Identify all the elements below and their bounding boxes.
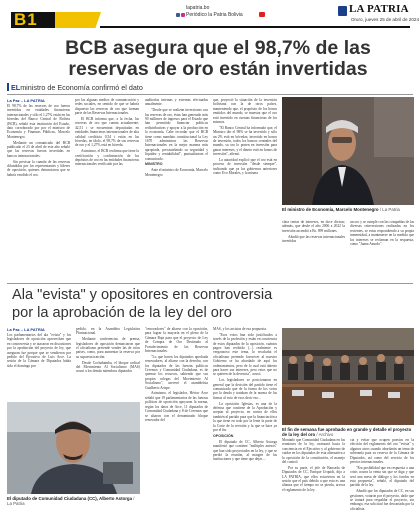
story1-col4	[213, 98, 277, 282]
paragraph: Asimismo, el legislador, Héctor Arce señaló que 19 parlamentarios de las fuerzas políticas de oposición apoyaron la norma, según los datos de Arce, 11 diputados de Comunidad Ciudadana y 8 de Creemos que se aliaron con el denominado bloque renovador del	[145, 391, 208, 422]
brand-name: Periódico la Patria Bolivia	[186, 12, 243, 18]
paragraph: "Esos votos han sido justificados a través de la profesión y están en conciencia de estos diputados de la oposición, cuántos pagos han recibido (...) realmente es vergonzoso este tema, lo recalcaba el oficialismo pretende favorecer al nuestro Gobierno se ha abordado de aquí los ordenamientos, pero de lo cual está abierto para hacer sus intereses, pero estos que no se quieren de la decencia", acusó.	[213, 332, 277, 377]
story1-kicker-rule	[7, 94, 413, 95]
subhead: OPOSICIÓN	[213, 433, 234, 438]
story1-col6-bottom	[350, 220, 414, 282]
story1-col2	[75, 98, 139, 282]
paragraph: MAS, y los arcistas de esa propuesta.	[213, 327, 267, 331]
paragraph: Ante el ministro de Economía, Marcelo Montenegro	[145, 168, 208, 177]
session-photo-caption: El fin de semana fue aprobado en grande y detalle el proyecto de la ley del oro / Archivo	[282, 427, 412, 438]
paragraph: Sin precisar la cuantía de las reservas difundidas por los representantes y líderes de oposición, quienes denunciaron que se habría vendido el oro.	[7, 159, 70, 177]
brand-site: lapatria.bo	[186, 5, 210, 11]
minister-photo-caption: El ministro de Economía, Marcelo Montenegro / La Patria	[282, 207, 400, 212]
paragraph: La oposición Iglesias, es una de la defensa que contiene de la Aprobación y aceptar al proyecto, en contra de ellos también al partido para que la financiación a la que tiene en todo por la lente la parte de la Corte de la revisión y la que se hace ya por el fin.	[213, 401, 277, 433]
paragraph: La autoridad explicó que el oro está en proceso de inversión "desde siempre", indicando que ya los gobiernos anteriores como Evo Morales, y la misma	[213, 158, 277, 176]
paragraph: El 98,7% de las reservas de oro fueron invertidas en entidades financieras internacionales y sólo el 1,27% están en las bóvedas del Banco Central de Bolivia (BCB), señaló esta institución del Estado, dato corroborado por por el ministro de Economía y Finanzas Públicas, Marcelo Montenegro.	[7, 104, 70, 139]
story1-col5-bottom	[282, 220, 345, 282]
deputy-photo	[7, 402, 140, 494]
paragraph: Por su parte, el jefe de Bancada de Diputados de CC, Enrique Urquidi, dijo a LA PATRIA, que ellos estuvieron en la sesión que el país debido a que esta es una alianza que el tiempo no se pierda, acerca el reglamento de la ley.	[282, 465, 345, 492]
story1-col1	[7, 104, 70, 282]
story1-col3	[145, 98, 208, 282]
paragraph: Los legisladores se posicionaron en general que la decisión del partido tiene el comunicado que de la forma de los votos por la deuda y trataban de la norma de las firmas al voto de esos decir eso...	[213, 378, 277, 400]
story2-col4	[213, 327, 277, 523]
paragraph: Añadió que los diputados de CC, en sus gestiones, votaron por el proyecto, dado que se tratará para respaldar el proyecto, sin embargo, esa solicitud fue descartada por la oficialista.	[350, 489, 414, 511]
story2-col2	[76, 327, 140, 401]
paragraph: un oro y se cumple con las compañías de las diversas reinversiones realizadas en los recientes, se estas respondiendo a su propia inmensidad, a mantenerse en la medida que los intereses se reclaman en la respuesta, como "Juana Azurdo".	[350, 220, 414, 247]
paragraph: "Era posibilidad que en respuesta a una crisis ocurra la venta sin que se diga y que será una mesa de diálogo y los fondos en esta propuesta", señaló, el diputado del partido de la ley.	[350, 465, 414, 488]
story2-byline: La Paz – LA PATRIA	[7, 327, 45, 332]
paragraph: Asimismo, el BCB reafirma que tiene la certificación y confirmación de los depósitos de oro en las entidades financieras internacionales verificado por las	[75, 149, 139, 167]
story2-col1	[7, 333, 71, 401]
paragraph: "renovadores" de aliarse con la oposición, para lograr la mayoría en el pleno de la Cámara Baja para que el proyecto de Ley de Compra de Oro Destinado al Fortalecimiento de las Reservas Internacionales.	[145, 327, 208, 354]
story1-headline: BCB asegura que el 98,7% de las reservas de oro están invertidas	[65, 37, 371, 80]
youtube-icon	[259, 12, 265, 17]
story2-headline: Ala "evista" y opositores en controversia por la aprobación de la ley del oro	[12, 287, 273, 321]
paragraph: El diputado de CC, Alberto Astorga manifestó que contiene "múltiples anexos" que han sido proyectados en la ley, y que se perdió la reunión, al margen de las instituciones y que tiene que dejar....	[213, 439, 277, 462]
paragraph: Mediante conferencias de prensa, legisladores de oposición denunciaron que el oficialismo pretende vender las de otros países, como, para aumentar la reserva por su supuesta traición.	[76, 337, 140, 359]
paragraph: "El Banco Central ha informado que, el Ministro dio el 98% se ha invertido y sólo un 2% está en bóvedas; invertido en bonos de inversión, todos los bancos centrales del mundo, su oro lo ponen en inversión para ganar intereses, y el dinero está en bonos de inversión", afirmó.	[213, 125, 277, 157]
section-label: B1	[14, 10, 38, 29]
facebook-icon	[176, 13, 180, 17]
header-rule	[100, 26, 410, 28]
paragraph: que, proyectó la situación de la inversión boliviana con la de otros países, manteniendo que, el propósito de los bonos emitidos del mundo, se muestra que el oro está invertido en cuentas financieras de los mismos.	[213, 98, 277, 125]
paragraph: "Desde que se realizan inversiones con las reservas de oro, éstas han generado más 90 millones de ingresos para el Estado que han permitido financiar políticas redistributivas y apoyar a la producción en la economía. Cabe recordar que el BCB tiene como mandato constitucional la Ley 1670 administrar las Reservas Internacionales en la mejor manera más apropiada, precautelando su seguridad y liquidez y rentabilidad", puntualizaron el comunicado.	[145, 108, 208, 161]
logo-mark	[338, 6, 347, 16]
paragraph: "Lo que hacen los diputados aprobada renovadores, al aliarse con la derecha, con los diputados de las fuerzas políticas Creemos y Comunidad Ciudadana, es de quemar los recursos, sabiendo que sus propios colegas del Movimiento Al Socialismo", aseveró el asambleísta Gualberto Arispe.	[145, 354, 208, 390]
logo: LA PATRIA	[349, 3, 409, 15]
paragraph: por las algunas medios de comunicación y redes sociales, en sentido de que se habría dispuesto las reservas de oro que forman parte de las Reservas Internacionales.	[75, 98, 139, 116]
deputy-photo-caption: El diputado de Comunidad Ciudadana (CC), Alberto Astorga / La Patria	[7, 496, 135, 507]
story2-col5	[282, 438, 345, 524]
story-divider	[7, 283, 413, 284]
paragraph: clara rentas de intereses, en doce divisas; además, que desde el año 2006 a 2022 la inversión ascendió a Bs. 899 millones.	[282, 220, 345, 233]
paragraph: cia y evitar que ocupen puestos en la elección del reglamento del oro "evista" y algunos otros cuando abordarán un tema de soberanía para su reserva de la Cámara de Diputados, así como del servicio de los precios internacionales.	[350, 438, 414, 465]
paragraph: El BCB informa que, a la fecha, las reservas de oro que cuenta actualmente, 42,51 t se encuentran depositadas en entidades financieras internacionales de alta calidad crediticia 0,54 t están en las bóvedas, en ídolo, el 98,7% de sus reservas de oro y el 1,27% está en bóveda.	[75, 117, 139, 148]
section-tab-accent	[55, 12, 101, 28]
story1-byline: La Paz – LA PATRIA	[7, 98, 45, 103]
paragraph: Los parlamentarios del ala "evista" y los legisladores de oposición aprovechan que en controversia y se atacaron en discusiones por la aprobación del proyecto de ley, que aseguran fue porque que se vendieron por pedido del Ejecutivo de Luis Arce. La sesión de la Cámara de Diputados había sido el domingo por	[7, 333, 71, 368]
minister-photo	[282, 97, 414, 205]
minister-photo-image	[282, 97, 414, 205]
kicker-bar	[7, 83, 9, 91]
subhead: MINISTRO	[145, 162, 163, 167]
deputy-photo-image	[7, 402, 140, 494]
story1-kicker: ELministro de Economía confirmó el dato	[7, 83, 307, 92]
story2-col3	[145, 327, 208, 523]
instagram-icon	[181, 13, 185, 17]
masthead	[0, 0, 420, 28]
paragraph: Desde Cochabamba, el bloque radical del Movimiento Al Socialismo (MAS) acusó a los demás miembros diputados	[76, 360, 140, 374]
session-photo-image	[282, 328, 414, 425]
session-photo	[282, 328, 414, 425]
paragraph: auditorías internas y externas efectuadas anualmente.	[145, 98, 208, 107]
paragraph: pedido, en la Asamblea Legislativa Plurinacional.	[76, 327, 140, 336]
paragraph: Mediante un comunicado del BCB publicado el 23 de abril de este año señaló que las reservas fueron invertidas en bancos internacionales.	[7, 140, 70, 158]
paragraph: Añadió que las reservas internacionales invertidas	[282, 234, 345, 244]
story2-col6	[350, 438, 414, 524]
dateline: Oruro, jueves 25 de abril de 2024	[350, 17, 419, 22]
paragraph: Montaño que Comunidad Ciudadana en las reuniones de la ley, avanzará hacia la conciencia en el Ejecutivo y al gobierno de cuidar en los diputados de esta alternativa a la oposición de la constitución, el manejo del control.	[282, 438, 345, 465]
